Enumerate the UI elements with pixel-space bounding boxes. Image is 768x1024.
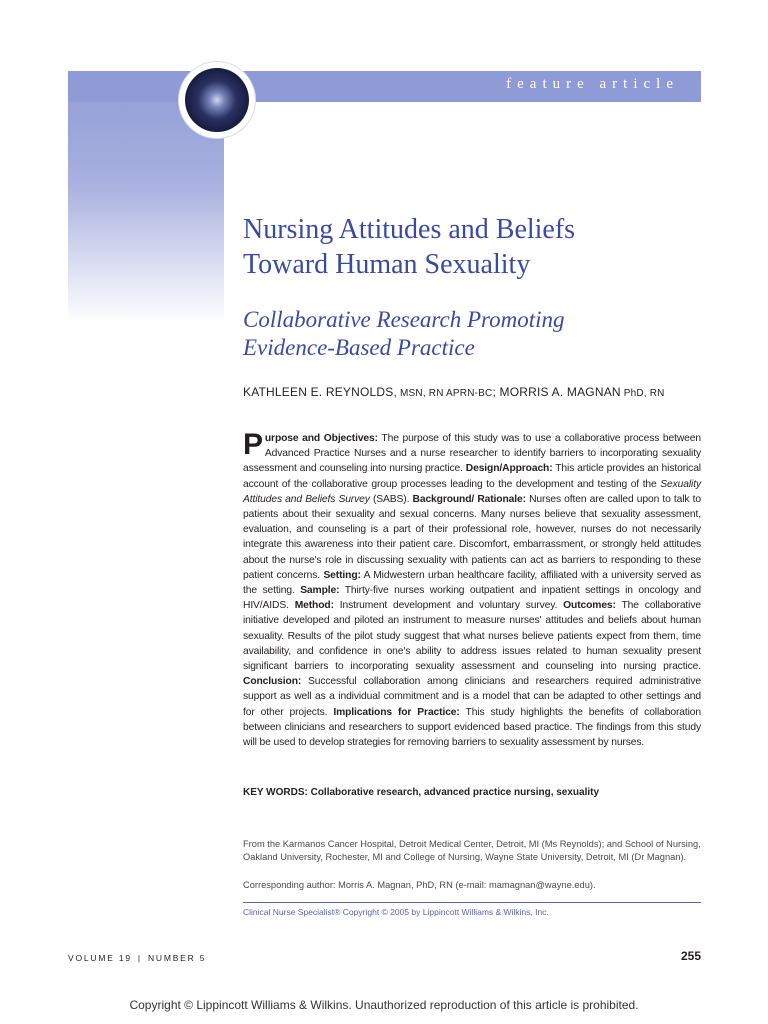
- circular-ornament-icon: [179, 62, 255, 138]
- heading-sample: Sample:: [300, 585, 340, 597]
- footer-volume-info: [68, 953, 206, 963]
- author-1-name: KATHLEEN E. REYNOLDS,: [243, 385, 398, 399]
- heading-outcomes: Outcomes:: [563, 600, 616, 612]
- text-design: This article provides an historical account of the collaborative group processes leading to the development and testing of the: [243, 463, 701, 490]
- text-outcomes: The collaborative initiative developed and piloted an instrument to measure nurses' attitudes and beliefs about human sexuality. Results of the pilot study suggest that what nurses believe patients expect from them, time availability, and confidence in one's ability to address issues related to human sexuality present significant barriers to incorporating sexuality assessment and counseling into nursing practice.: [243, 600, 701, 673]
- abstract: [243, 428, 701, 750]
- text-method: Instrument development and voluntary survey.: [333, 600, 564, 612]
- text-background: Nurses often are called upon to talk to patients about their sexuality and sexual concerns. Many nurses believe that sexuality assessment, evaluation, and counseling is a part of their professional role, however, nurses do not necessarily integrate this awareness into their patient care. Discomfort, embarrassment, or strongly held attitudes about the nurse's role in discussing sexuality with patients can act as barriers to responding to these patient concerns.: [243, 493, 701, 581]
- text-sample: Thirty-five nurses working outpatient and inpatient settings in oncology and HIV/AIDS.: [243, 585, 701, 612]
- keywords: KEY WORDS: Collaborative research, advanced practice nursing, sexuality: [243, 787, 600, 798]
- affiliation-note: From the Karmanos Cancer Hospital, Detroit Medical Center, Detroit, MI (Ms Reynolds); and School of Nursing, Oakland University, Rochester, MI and College of Nursing, Wayne State University, Detroit, MI (Dr Magnan).: [243, 839, 701, 862]
- author-line: [243, 385, 665, 399]
- article-subtitle: [243, 306, 683, 362]
- author-1-credentials: MSN, RN APRN-BC: [397, 388, 493, 399]
- heading-design: Design/Approach:: [465, 463, 553, 475]
- text-design-end: (SABS).: [369, 493, 413, 505]
- heading-setting: Setting:: [323, 569, 361, 581]
- article-subtitle-line-2: Evidence-Based Practice: [243, 335, 475, 360]
- header-band: [68, 71, 701, 102]
- volume-label: VOLUME 19: [68, 953, 132, 963]
- number-label: NUMBER 5: [147, 953, 207, 963]
- text-setting: A Midwestern urban healthcare facility, affiliated with a university served as the setting.: [243, 569, 701, 597]
- circular-ornament-center: [185, 68, 249, 132]
- article-subtitle-line-1: Collaborative Research Promoting: [243, 307, 565, 332]
- text-conclusion: Successful collaboration among clinicians and researchers required administrative support as well as a individual commitment and is a model that can be adapted to other settings and for other projects.: [243, 676, 701, 718]
- article-title: [243, 212, 683, 282]
- text-purpose: The purpose of this study was to use a collaborative process between Advanced Practice Nurses and a nurse researcher to identify barriers to incorporating sexuality assessment and counseling into nursing practice.: [243, 433, 701, 475]
- heading-implications: Implications for Practice:: [333, 706, 460, 718]
- article-title-line-1: Nursing Attitudes and Beliefs: [243, 214, 576, 245]
- divider-rule: [243, 902, 701, 903]
- article-title-line-2: Toward Human Sexuality: [243, 249, 531, 280]
- author-separator: ;: [492, 385, 500, 399]
- page-number: 255: [680, 949, 701, 963]
- survey-name: Sexuality Attitudes and Beliefs Survey: [243, 478, 701, 505]
- journal-copyright-line: Clinical Nurse Specialist® Copyright © 2005 by Lippincott Williams & Wilkins, Inc.: [243, 907, 549, 917]
- copyright-notice: Copyright © Lippincott Williams & Wilkins. Unauthorized reproduction of this article is prohibited.: [129, 998, 639, 1012]
- corresponding-author: Corresponding author: Morris A. Magnan, PhD, RN (e-mail: mamagnan@wayne.edu).: [243, 880, 596, 890]
- heading-method: Method:: [294, 600, 334, 612]
- heading-conclusion: Conclusion:: [243, 676, 302, 688]
- heading-purpose: urpose and Objectives:: [264, 433, 378, 444]
- author-2-name: MORRIS A. MAGNAN: [499, 385, 621, 399]
- section-label: feature article: [506, 76, 679, 92]
- drop-cap: P: [243, 428, 263, 461]
- heading-background: Background/ Rationale:: [412, 493, 526, 505]
- text-implications: This study highlights the benefits of collaboration between clinicians and researchers to support evidenced based practice. The findings from this study will be used to develop strategies for removing barriers to sexuality assessment by nurses.: [243, 706, 701, 749]
- footer-divider: |: [137, 953, 142, 963]
- author-2-credentials: PhD, RN: [620, 388, 665, 399]
